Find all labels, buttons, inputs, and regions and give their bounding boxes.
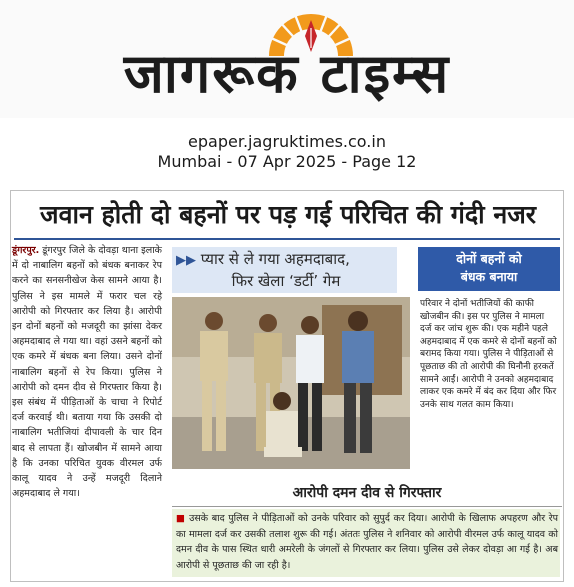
bottom-strip-text: उसके बाद पुलिस ने पीड़िताओं को उनके परिवार को सुपुर्द कर दिया। आरोपी के खिलाफ अपहरण और रेप का मामला दर्ज कर उसकी तलाश शुरू की गई। अंततः पुलिस ने शनिवार को आरोपी वीरमल उर्फ कालू यादव को दमन दीव के पास स्थित धारी अमरेली के जंगलों से गिरफ्तार कर लिया। पुलिस उसे लेकर दोवड़ा आ गई है। अब आरोपी से पूछताछ की जा रही है। (176, 513, 558, 571)
subhead-line-1-text: प्यार से ले गया अहमदाबाद, (200, 250, 350, 268)
double-triangle-icon: ▶▶ (176, 253, 196, 268)
square-bullet-icon: ■ (176, 513, 186, 524)
headline-divider (14, 238, 560, 240)
article-body (12, 243, 162, 501)
article-headline: जवान होती दो बहनों पर पड़ गई परिचित की गंदी नजर (40, 200, 536, 229)
bottom-subheading: आरोपी दमन दीव से गिरफ्तार (292, 485, 442, 501)
epaper-url: epaper.jagruktimes.co.in (188, 132, 386, 151)
subhead-line-2: फिर खेला ‘डर्टी’ गेम (231, 272, 341, 290)
edition-date-page: Mumbai - 07 Apr 2025 - Page 12 (157, 152, 417, 171)
sidebar-heading-line-2: बंधक बनाया (460, 269, 518, 284)
sidebar-heading-line-1: दोनों बहनों को (456, 251, 522, 266)
news-photo (172, 297, 410, 469)
subhead-line-1 (176, 249, 396, 271)
article-body-text: डूंगरपुर जिले के दोवड़ा थाना इलाके में दो नाबालिग बहनों को बंधक बनाकर रेप करने का सनसनीखेज केस सामने आया है। पुलिस ने इस मामले में फरार चल रहे आरोपी को गिरफ्तार कर लिया है। आरोपी इन दोनों बहनों को मजदूरी का झांसा देकर अहमदाबाद ले गया था। वहां उसने बहनों को एक कमरे में बंधक बना लिया। उसने दोनों नाबालिग बहनों से रेप किया। पुलिस ने आरोपी को दमन दीव से गिरफ्तार किया है। इस संबंध में पीड़िताओं के चाचा ने रिपोर्ट दर्ज करवाई थी। बताया गया कि उसकी दो नाबालिग भतीजियां दीपावली के चार दिन बाद से लापता हैं। खोजबीन में सामने आया है कि उनका परिचित युवक वीरमल उर्फ कालू यादव ने उन्हें मजदूरी दिलाने अहमदाबाद ले गया। (12, 245, 162, 500)
bottom-strip-text-block (176, 511, 558, 573)
newspaper-logo: जागरूक टाइम्स (123, 42, 451, 105)
bottom-divider (172, 506, 562, 507)
dateline: डूंगरपुर. (12, 245, 40, 256)
sidebar-text: परिवार ने दोनों भतीजियों की काफी खोजबीन की। इस पर पुलिस ने मामला दर्ज कर जांच शुरू की। एक महीने पहले अहमदाबाद में एक कमरे से दोनों बहनों को बरामद किया गया। पुलिस ने पीड़िताओं से पूछताछ की तो आरोपी की घिनौनी हरकतें सामने आईं। आरोपी ने उनको अहमदाबाद लाकर एक कमरे में बंद कर दिया और फिर उनके साथ गलत काम किया। (420, 299, 557, 410)
